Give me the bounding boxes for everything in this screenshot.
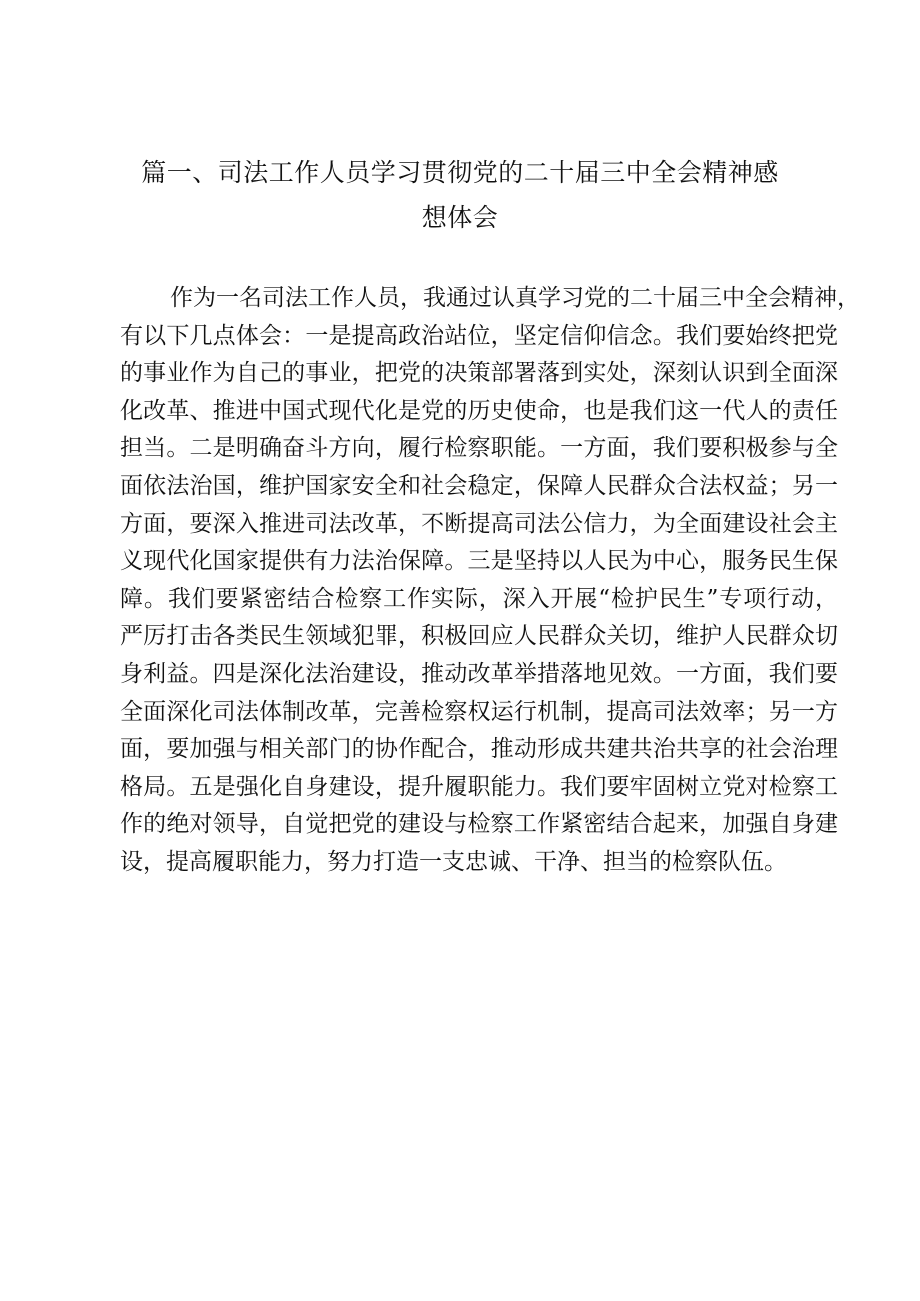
body-line: 义现代化国家提供有力法治保障。三是坚持以人民为中心，服务民生保 xyxy=(120,548,838,575)
body-line: 作为一名司法工作人员，我通过认真学习党的二十届三中全会精神， xyxy=(170,285,860,311)
body-line: 身利益。四是深化法治建设，推动改革举措落地见效。一方面，我们要 xyxy=(120,660,838,687)
body-line: 严厉打击各类民生领域犯罪，积极回应人民群众关切，维护人民群众切 xyxy=(120,623,838,650)
body-line: 格局。五是强化自身建设，提升履职能力。我们要牢固树立党对检察工 xyxy=(120,773,838,800)
body-line: 面，要加强与相关部门的协作配合，推动形成共建共治共享的社会治理 xyxy=(120,736,838,763)
body-line: 的事业作为自己的事业，把党的决策部署落到实处，深刻认识到全面深 xyxy=(120,360,838,387)
title-line-2: 想体会 xyxy=(421,203,499,232)
body-line: 作的绝对领导，自觉把党的建设与检察工作紧密结合起来，加强自身建 xyxy=(120,811,838,838)
body-line: 面依法治国，维护国家安全和社会稳定，保障人民群众合法权益；另一 xyxy=(120,472,838,499)
body-line: 设，提高履职能力，努力打造一支忠诚、干净、担当的检察队伍。 xyxy=(120,848,787,875)
title-line-1: 篇一、司法工作人员学习贯彻党的二十届三中全会精神感 xyxy=(141,158,779,187)
body-line: 化改革、推进中国式现代化是党的历史使命，也是我们这一代人的责任 xyxy=(120,397,838,424)
body-line: 障。我们要紧密结合检察工作实际，深入开展“检护民生”专项行动， xyxy=(120,585,838,612)
document-title xyxy=(120,150,800,240)
document-body xyxy=(120,280,860,882)
body-line: 方面，要深入推进司法改革，不断提高司法公信力，为全面建设社会主 xyxy=(120,510,838,537)
body-line: 有以下几点体会：一是提高政治站位，坚定信仰信念。我们要始终把党 xyxy=(120,322,838,349)
body-line: 全面深化司法体制改革，完善检察权运行机制，提高司法效率；另一方 xyxy=(120,698,838,725)
body-line: 担当。二是明确奋斗方向，履行检察职能。一方面，我们要积极参与全 xyxy=(120,435,838,462)
